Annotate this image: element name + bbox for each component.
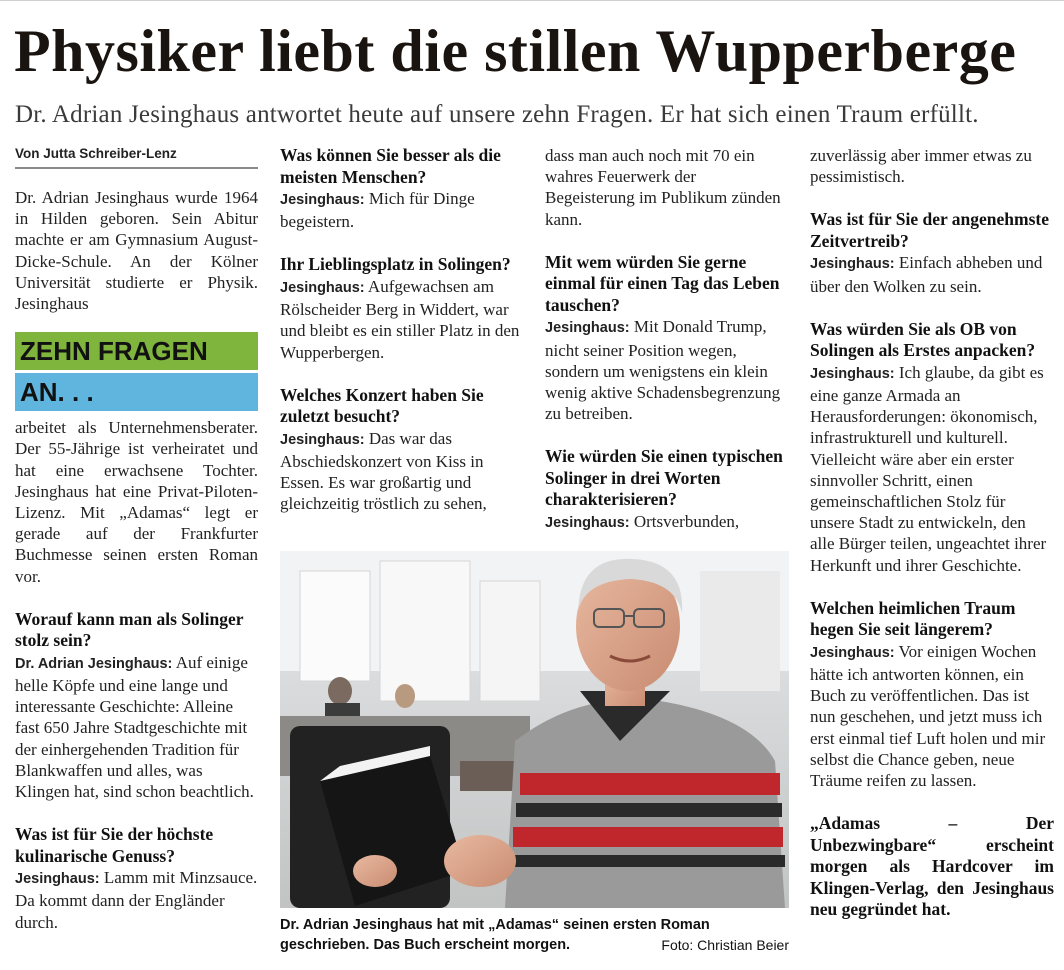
caption-text: Dr. Adrian Jesinghaus hat mit „Adamas“ seinen ersten Roman geschrieben. Das Buch erscheint morgen.: [280, 917, 710, 953]
answer-continued: zuverlässig aber immer etwas zu pessimistisch.: [810, 146, 1032, 187]
answer-text: Vor einigen Wochen hätte ich antworten können, ein Buch zu veröffentlichen. Das ist nun geschehen, und jetzt muss ich erst einmal tief Luft holen und mir selbst die Chance geben, neue Träume reifen zu lassen.: [810, 641, 1046, 791]
column-1: [15, 145, 258, 933]
respondent-label: Jesinghaus:: [545, 320, 630, 337]
answer-text: Auf einige helle Köpfe und eine lange und interessante Geschichte: Alleine fast 650 Jahre Stadtgeschichte mit der einhergehenden Tradition für Blankwaffen und alles, was Klingen hat, sind schon beachtlich.: [15, 652, 254, 802]
answer-text: Ich glaube, da gibt es eine ganze Armada an Herausforderungen: ökonomisch, infrastrukturell und kulturell. Vielleicht wäre aber ein erster sinnvoller Schritt, einen gemeinschaftlichen Stolz für unsere Stadt zu entwickeln, den alle Bürger teilen, ungeachtet ihrer Herkunft und ihrer Geschichte.: [810, 362, 1047, 575]
respondent-label: Jesinghaus:: [810, 365, 895, 382]
headline: Physiker liebt die stillen Wupperberge: [14, 18, 1017, 84]
photo-caption: [280, 915, 789, 955]
intro-text-part2: arbeitet als Unternehmensberater. Der 55-Jährige ist verheiratet und hat eine erwachsene Tochter. Jesinghaus hat eine Privat-Piloten-Lizenz. Mit „Adamas“ legt er gerade auf der Frankfurter Buchmesse seinen ersten Roman vor.: [15, 418, 258, 586]
question: Was ist für Sie der angenehmste Zeitvertreib?: [810, 209, 1050, 251]
answer-text: Lamm mit Minzsauce. Da kommt dann der Engländer durch.: [15, 868, 258, 932]
answer: [810, 362, 1054, 576]
top-rule: [0, 0, 1064, 6]
question: Ihr Lieblingsplatz in Solingen?: [280, 254, 511, 275]
respondent-label: Jesinghaus:: [15, 871, 100, 888]
answer: [810, 252, 1054, 296]
byline: Von Jutta Schreiber-Lenz: [15, 145, 258, 169]
answer: [15, 652, 258, 802]
answer-text: Aufgewachsen am Rölscheider Berg in Widdert, war und bleibt es ein stiller Platz in den Wupperbergen.: [280, 276, 520, 362]
answer: [545, 511, 789, 534]
answer-text: Einfach abheben und über den Wolken zu sein.: [810, 253, 1043, 296]
respondent-label: Jesinghaus:: [280, 192, 365, 208]
answer-text: Ortsverbunden,: [629, 511, 740, 531]
question: Was würden Sie als OB von Solingen als Erstes anpacken?: [810, 318, 1036, 361]
question: Mit wem würden Sie gerne einmal für einen Tag das Leben tauschen?: [545, 251, 780, 315]
kicker-line-1: ZEHN FRAGEN: [15, 332, 258, 370]
question: Welchen heimlichen Traum hegen Sie seit längerem?: [810, 597, 1016, 640]
closing-note: „Adamas – Der Unbezwingbare“ erscheint morgen als Hardcover im Klingen-Verlag, den Jesinghaus neu gegründet hat.: [810, 813, 1054, 920]
question: Wie würden Sie einen typischen Solinger in drei Worten charakterisieren?: [545, 446, 783, 510]
portrait-photo: [280, 551, 789, 908]
subheadline: Dr. Adrian Jesinghaus antwortet heute auf unsere zehn Fragen. Er hat sich einen Traum erfüllt.: [15, 101, 979, 128]
answer-text: Mit Donald Trump, nicht seiner Position wegen, sondern um wenigstens ein klein wenig aktive Schadensbegrenzung zu betreiben.: [545, 317, 781, 424]
respondent-label: Jesinghaus:: [545, 514, 630, 531]
answer: [15, 867, 258, 933]
respondent-label: Jesinghaus:: [810, 644, 895, 661]
question: Welches Konzert haben Sie zuletzt besucht?: [280, 384, 484, 427]
question: Was können Sie besser als die meisten Menschen?: [280, 145, 501, 187]
answer-text: Das war das Abschiedskonzert von Kiss in Essen. Es war großartig und gleichzeitig tröstlich zu sehen,: [280, 428, 487, 514]
question: Was ist für Sie der höchste kulinarische Genuss?: [15, 824, 214, 866]
column-3: [545, 145, 789, 534]
answer: [810, 641, 1054, 791]
answer: [280, 428, 521, 515]
respondent-label: Jesinghaus:: [810, 256, 895, 273]
answer: [545, 316, 789, 424]
kicker-line-2: AN. . .: [15, 373, 258, 411]
intro-text-part1: Dr. Adrian Jesinghaus wurde 1964 in Hilden geboren. Sein Abitur machte er am Gymnasium August-Dicke-Schule. An der Kölner Universität studierte er Physik. Jesinghaus: [15, 188, 258, 314]
kicker-box: [15, 332, 258, 411]
respondent-label: Jesinghaus:: [280, 279, 365, 296]
column-4: [810, 145, 1054, 921]
column-2: [280, 145, 521, 515]
answer-text: Mich für Dinge begeistern.: [280, 189, 475, 232]
question: Worauf kann man als Solinger stolz sein?: [15, 608, 244, 651]
respondent-label: Dr. Adrian Jesinghaus:: [15, 655, 173, 672]
photo-credit: Foto: Christian Beier: [661, 937, 789, 953]
respondent-label: Jesinghaus:: [280, 431, 365, 448]
answer-continued: dass man auch noch mit 70 ein wahres Feuerwerk der Begeisterung im Publikum zünden kann.: [545, 146, 781, 229]
answer: [280, 188, 521, 232]
answer: [280, 276, 521, 363]
